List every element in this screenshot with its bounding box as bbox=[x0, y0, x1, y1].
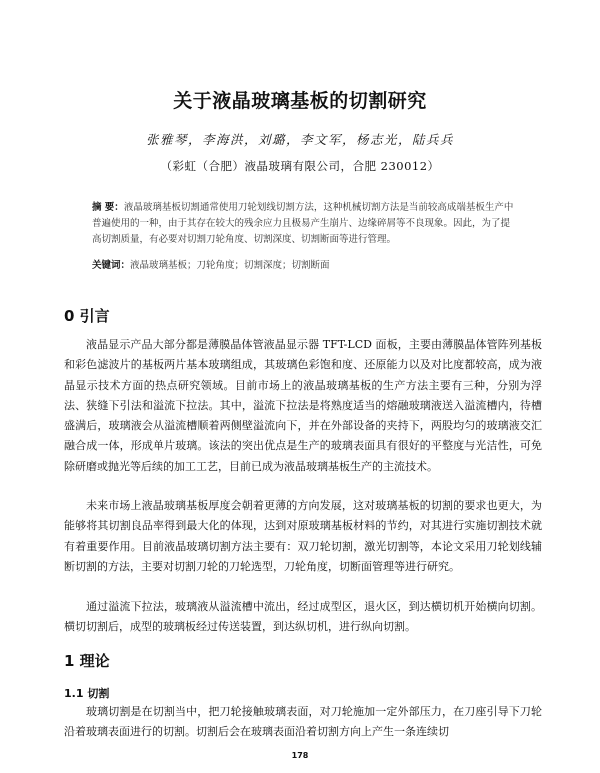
subsection-heading-cutting: 1.1 切割 bbox=[64, 687, 110, 700]
keywords-text: 液晶玻璃基板；刀轮角度；切割深度；切割断面 bbox=[130, 260, 330, 271]
section-heading-intro: 0 引言 bbox=[64, 307, 110, 325]
section-heading-theory: 1 理论 bbox=[64, 652, 110, 670]
cutting-paragraph-1: 玻璃切割是在切割当中，把刀轮接触玻璃表面，对刀轮施加一定外部压力，在刀座引导下刀轮沿着玻璃表面进行的切割。切割后会在玻璃表面沿着切割方向上产生一条连续切 bbox=[64, 705, 542, 739]
intro-paragraph-1: 液晶显示产品大部分都是薄膜晶体管液晶显示器 TFT-LCD 面板，主要由薄膜晶体管阵列基板和彩色滤波片的基板两片基本玻璃组成，其玻璃色彩饱和度、还原能力以及对比度都较高，成为液晶显示技术方面的热点研究领域。目前市场上的液晶玻璃基板的生产方法主要有三种，分别为浮法、狭缝下引法和溢流下拉法。其中，溢流下拉法是将熟度适当的熔融玻璃液送入溢流槽内，待槽盛满后，玻璃液会从溢流槽顺着两侧壁溢流向下，并在外部设备的夹持下，两股均匀的玻璃液交汇融合成一体，形成单片玻璃。该法的突出优点是生产的玻璃表面具有很好的平整度与光洁性，可免除研磨或抛光等后续的加工工艺，目前已成为液晶玻璃基板生产的主流技术。 bbox=[64, 338, 542, 473]
author-list: 张雅琴，李海洪，刘璐，李文军，杨志光，陆兵兵 bbox=[145, 132, 454, 147]
affiliation: （彩虹（合肥）液晶玻璃有限公司，合肥 230012） bbox=[160, 159, 440, 173]
keywords-label: 关键词： bbox=[92, 260, 131, 271]
keywords bbox=[92, 258, 517, 274]
abstract-text: 液晶玻璃基板切割通常使用刀轮划线切割方法，这种机械切割方法是当前较高成端基板生产中普遍使用的一种，由于其存在较大的残余应力且极易产生崩片、边缘碎屑等不良现象。因此，为了提高切割质量，有必要对切割刀轮角度、切割深度、切割断面等进行管理。 bbox=[92, 202, 514, 245]
paper-title: 关于液晶玻璃基板的切割研究 bbox=[173, 90, 427, 112]
page-number: 178 bbox=[291, 751, 309, 760]
intro-paragraph-3: 通过溢流下拉法，玻璃液从溢流槽中流出，经过成型区，退火区，到达横切机开始横向切割。横切切割后，成型的玻璃板经过传送装置，到达纵切机，进行纵向切割。 bbox=[64, 600, 542, 634]
abstract bbox=[92, 200, 517, 248]
abstract-label: 摘 要： bbox=[92, 202, 124, 213]
intro-paragraph-2: 未来市场上液晶玻璃基板厚度会朝着更薄的方向发展，这对玻璃基板的切割的要求也更大，为能够将其切割良品率得到最大化的体现，达到对原玻璃基板材料的节约，对其进行实施切割技术就有着重要作用。目前液晶玻璃切割方法主要有：双刀轮切割，激光切割等，本论文采用刀轮划线辅断切割的方法，主要对切割刀轮的刀轮选型，刀轮角度，切断面管理等进行研究。 bbox=[64, 499, 542, 573]
